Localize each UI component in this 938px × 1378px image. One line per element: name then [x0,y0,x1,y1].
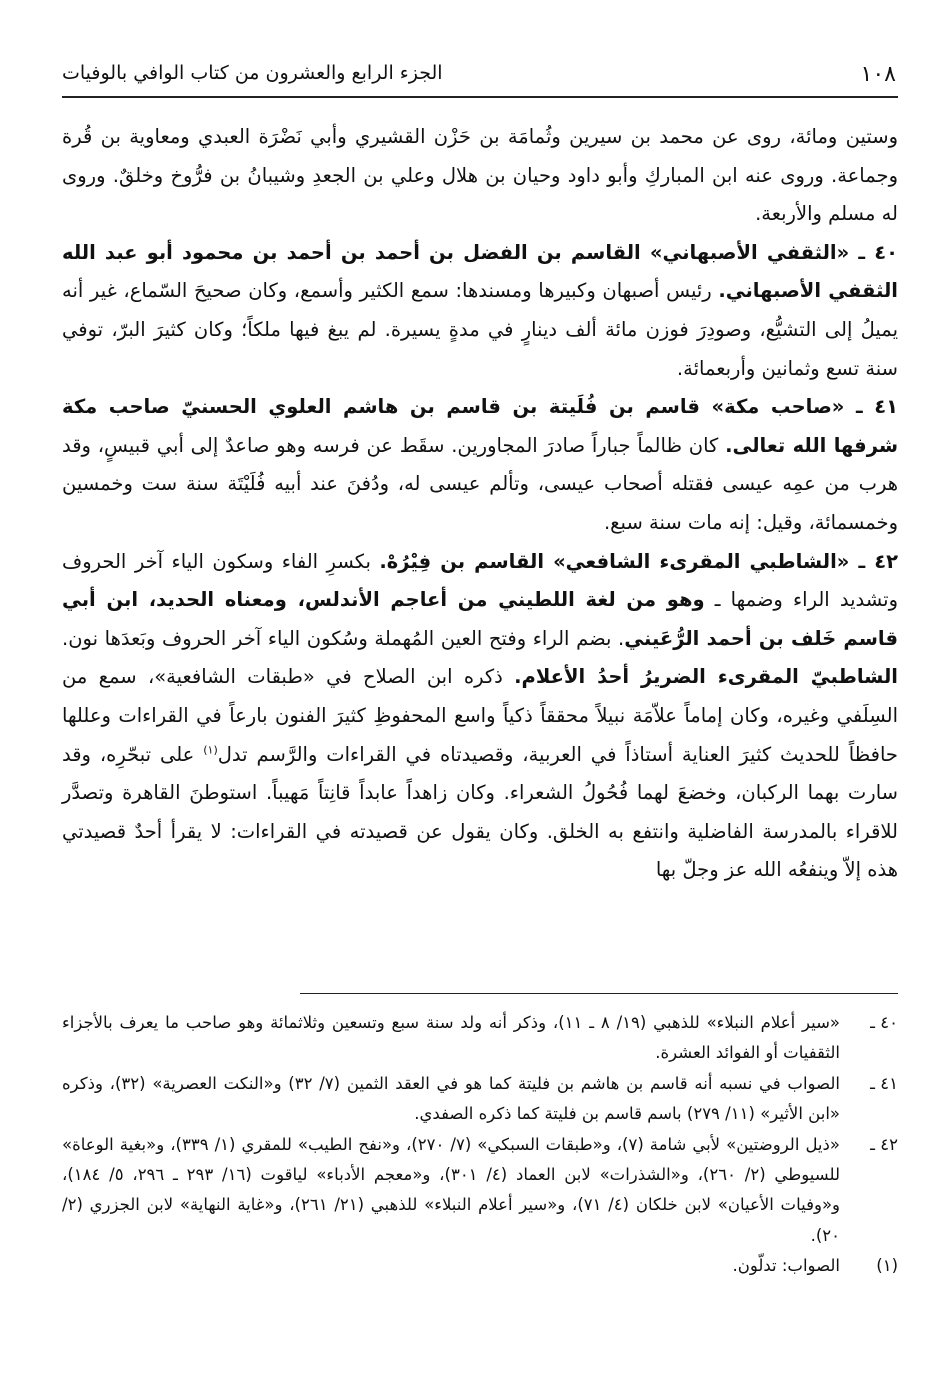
entry-42-bold-phrase: وهو من لغة اللطيني من أعاجم الأندلس، ومعناه الحديد، ابن أبي قاسم خَلف بن أحمد الرُّعَيني [62,588,898,650]
footnote-text: الصواب في نسبه أنه قاسم بن هاشم بن فليتة كما هو في العقد الثمين (٧/ ٣٢) و«النكت العصرية» (٣٢)، وذكره «ابن الأثير» (١١/ ٢٧٩) باسم قاسم بن فليتة كما ذكره الصفدي. [62,1073,840,1124]
entry-42-heading: ٤٢ ـ «الشاطبي المقرىء الشافعي» القاسم بن فِيْرُهْ. [379,549,898,573]
entry-40 [62,234,898,388]
footnote-40 [62,1008,898,1069]
entry-42-bold-title: الشاطبيّ المقرىء الضريرُ أحدُ الأعلام. [514,665,898,689]
entry-42-text: . بضم الراء وفتح العين المُهملة وسُكون الياء آخر الحروف وبَعدَها نون. [62,626,625,650]
footnote-text: الصواب: تدلّون. [732,1256,840,1276]
entry-42-text: بكسرِ الفاء وسكون الياء آخر الحروف وتشديد الراء وضمها ـ [62,549,898,612]
footnote-number: ٤٠ ـ [870,1013,898,1032]
running-title: الجزء الرابع والعشرون من كتاب الوافي بالوفيات [62,62,443,84]
footnote-marker: (١) [203,743,218,756]
footnote-number: ٤١ ـ [870,1073,898,1093]
page-number: ١٠٨ [860,62,896,87]
footnote-number: (١) [876,1256,898,1276]
page-header [62,56,898,98]
footnote-41 [62,1069,898,1130]
entry-41 [62,388,898,542]
main-text [62,118,898,890]
footnote-divider [300,993,898,994]
entry-42-text: على تبحّرِه، وقد سارت بهما الركبان، وخضعَ لهما فُحُولُ الشعراء. وكان زاهداً عابداً قانِتاً مَهيباً. استوطنَ القاهرة وتصدَّر للاقراء بالمدرسة الفاضلية وانتفع به الخلق. وكان يقول عن قصيدته في القراءات: لا يقرأ أحدٌ قصيدتي هذه إلاّ وينفعُه الله عز وجلّ بها [62,742,898,882]
continuation-paragraph: وستين ومائة، روى عن محمد بن سيرين وثُمامَة بن حَزْن القشيري وأبي نَضْرَة العبدي ومعاوية بن قُرة وجماعة. وروى عنه ابن المباركِ وأبو داود وحيان بن هلال وعلي بن الجعدِ وشيبانُ بن فرُّوخ وخلقٌ. وروى له مسلم والأربعة. [62,125,898,226]
entry-40-text: رئيس أصبهان وكبيرها ومسندها: سمع الكثير وأسمع، وكان صحيحَ السّماع، غير أنه يميلُ إلى التشيُّع، وصودِرَ فوزن مائة ألف دينارٍ في مدةٍ يسيرة. لم يبغ فيها ملكاً؛ وكان كثيرَ البرّ، توفي سنة تسع وثمانين وأربعمائة. [62,279,898,380]
footnote-42 [62,1130,898,1252]
entry-42-text: ذكره ابن الصلاح في «طبقات الشافعية»، سمع من السِلَفي وغيره، وكان إماماً علاّمَة نبيلاً محققاً ذكياً واسع المحفوظِ كثيرَ الفنون بارعاً في القراءات وعللها حافظاً للحديث كثيرَ العناية أستاذاً في العربية، وقصيدتاه في القراءات والرَّسم تدل [62,665,898,766]
footnote-1 [62,1251,898,1281]
entry-42 [62,543,898,890]
footnote-text: «سير أعلام النبلاء» للذهبي (١٩/ ٨ ـ ١١)، وذكر أنه ولد سنة سبع وتسعين وثلاثمائة وهو صاحب ما يعرف بالأجزاء الثقفيات أو الفوائد العشرة. [62,1013,840,1063]
entry-41-text: كان ظالماً جباراً صادرَ المجاورين. سقَط عن فرسه وهو صاعدٌ إلى أبي قبيسٍ، وقد هرب من عمِه عيسى فقتله أصحاب عيسى، وتألم عيسى له، ودُفنَ عند أبيه فُلَيْتَة سنة ست وخمسين وخمسمائة، وقيل: إنه مات سنة سبع. [62,433,898,534]
entry-41-heading: ٤١ ـ «صاحب مكة» قاسم بن فُلَيتة بن قاسم بن هاشم العلوي الحسنيّ صاحب مكة شرفها الله تعالى. [62,395,899,457]
footnote-number: ٤٢ ـ [870,1134,898,1154]
footnotes [62,1008,898,1282]
footnote-text: «ذيل الروضتين» لأبي شامة (٧)، و«طبقات السبكي» (٧/ ٢٧٠)، و«نفح الطيب» للمقري (١/ ٣٣٩)، و«بغية الوعاة» للسيوطي (٢/ ٢٦٠)، و«الشذرات» لابن العماد (٤/ ٣٠١)، و«معجم الأدباء» لياقوت (١٦/ ٢٩٣ ـ ٢٩٦، ٥/ ١٨٤)، و«وفيات الأعيان» لابن خلكان (٤/ ٧١)، و«سير أعلام النبلاء» للذهبي (٢١/ ٢٦١)، و«غاية النهاية» لابن الجزري (٢/ ٢٠). [62,1134,841,1245]
entry-40-heading: ٤٠ ـ «الثقفي الأصبهاني» القاسم بن الفضل بن أحمد بن أحمد بن محمود أبو عبد الله الثقفي الأصبهاني. [62,240,898,303]
